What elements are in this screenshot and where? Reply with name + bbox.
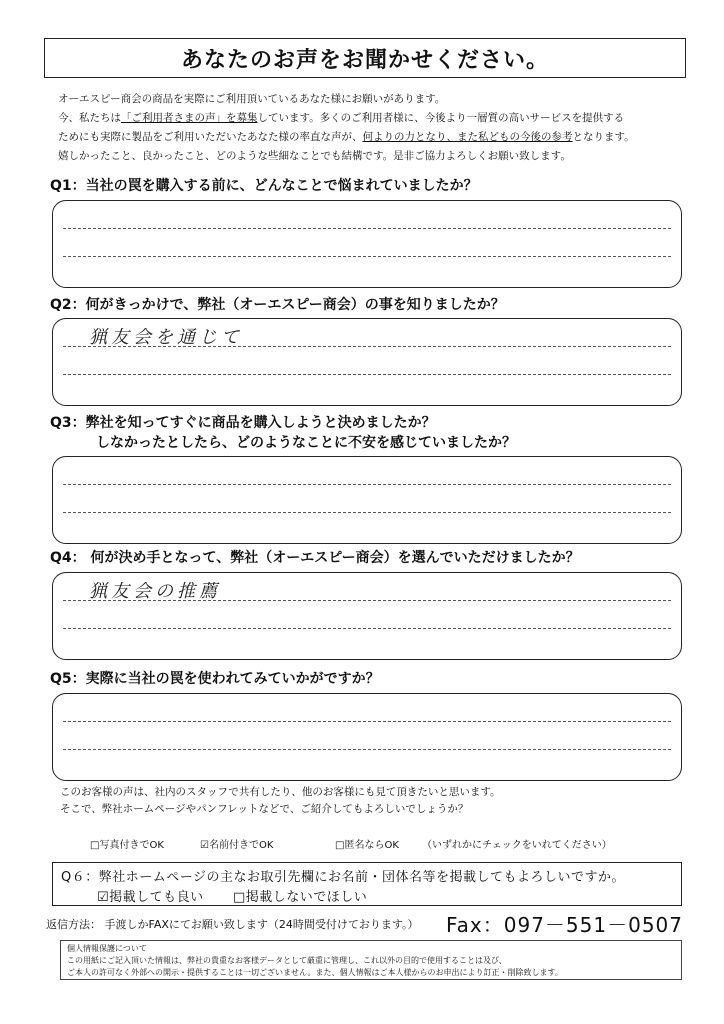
consent-note: （いずれかにチェックをいれてください）: [422, 840, 612, 851]
answer-box-3[interactable]: [52, 456, 682, 544]
privacy-line-2: ご本人の許可なく外部への開示・提供することは一切ございません。また、個人情報はご本人様からのお申出により訂正・削除致します。: [67, 968, 563, 977]
title-box: [44, 38, 686, 78]
answer-line: [63, 374, 671, 375]
intro-line-4: 嬉しかったこと、良かったこと、どのような些細なことでも結構です。是非ご協力よろしくお願い致します。: [58, 150, 571, 162]
answer-line: [63, 256, 671, 257]
reply-text: 手渡しかFAXにてお願い致します（24時間受付けております。）: [104, 918, 419, 931]
answer-box-2[interactable]: [52, 318, 682, 406]
privacy-title: 個人情報保護について: [67, 944, 147, 953]
intro-line-1: オーエスピー商会の商品を実際にご利用頂いているあなた様にお願いがあります。: [58, 93, 446, 105]
intro-line-3a: ためにも実際に製品をご利用いただいたあなた様の率直な声が、: [58, 131, 363, 143]
fax-number: Fax：097－551－0507: [446, 913, 684, 937]
q6-yes-checkbox[interactable]: ☑掲載しても良い: [97, 890, 204, 905]
handwritten-answer-4: 猟友会の推薦: [89, 581, 221, 602]
answer-line: [63, 721, 671, 722]
q6-no-checkbox[interactable]: □掲載しないでほしい: [233, 890, 368, 905]
intro-line-3b: 何よりの力となり、また私どもの今後の参考: [362, 131, 573, 143]
answer-line: [63, 228, 671, 229]
question-3-line-1: Q3：弊社を知ってすぐに商品を購入しようと決めましたか？: [50, 415, 436, 431]
intro-line-2c: しています。多くのご利用者様に、今後より一層質の高いサービスを提供する: [257, 112, 625, 124]
reply-method: [46, 916, 419, 932]
question-5: Q5：実際に当社の罠を使われてみていかがですか？: [50, 671, 380, 687]
privacy-box: [60, 940, 682, 980]
option-name-checkbox[interactable]: ☑名前付きでOK: [200, 840, 274, 851]
intro-line-3c: となります。: [572, 131, 635, 143]
intro-text: [58, 90, 698, 166]
reply-label: 返信方法：: [46, 918, 101, 931]
answer-line: [63, 628, 671, 629]
page-title: あなたのお声をお聞かせください。: [180, 47, 549, 73]
intro-line-3: [58, 128, 698, 147]
answer-line: [63, 484, 671, 485]
intro-line-2: [58, 109, 698, 128]
consent-line-1: このお客様の声は、社内のスタッフで共有したり、他のお客様にも見て頂きたいと思います。: [60, 786, 501, 798]
answer-line: [63, 749, 671, 750]
privacy-line-1: この用紙にご記入頂いた情報は、弊社の貴重なお客様データとして厳重に管理し、これ以外の目的で使用することは及び、: [67, 956, 507, 965]
q6-box: [52, 862, 682, 906]
answer-line: [63, 512, 671, 513]
intro-line-2a: 今、私たちは: [58, 112, 121, 124]
answer-box-5[interactable]: [52, 693, 682, 781]
consent-line-2: そこで、弊社ホームページやパンフレットなどで、ご紹介してもよろしいでしょうか？: [60, 803, 469, 815]
answer-box-1[interactable]: [52, 200, 682, 288]
option-anonymous-checkbox[interactable]: □匿名ならOK: [335, 840, 399, 851]
answer-box-4[interactable]: [52, 572, 682, 660]
question-6: Q６：弊社ホームページの主なお取引先欄にお名前・団体名等を掲載してもよろしいですか。: [61, 870, 625, 885]
option-photo-checkbox[interactable]: □写真付きでOK: [90, 840, 164, 851]
question-3-line-2: しなかったとしたら、どのようなことに不安を感じていましたか？: [96, 435, 516, 451]
question-4: Q4： 何が決め手となって、弊社（オーエスピー商会）を選んでいただけましたか？: [50, 550, 580, 566]
intro-line-2b: 「ご利用者さまの声」を募集: [121, 112, 258, 124]
question-1: Q1：当社の罠を購入する前に、どんなことで悩まれていましたか？: [50, 178, 478, 194]
question-2: Q2：何がきっかけで、弊社（オーエスピー商会）の事を知りましたか？: [50, 297, 505, 313]
handwritten-answer-2: 猟友会を通じて: [89, 327, 243, 348]
